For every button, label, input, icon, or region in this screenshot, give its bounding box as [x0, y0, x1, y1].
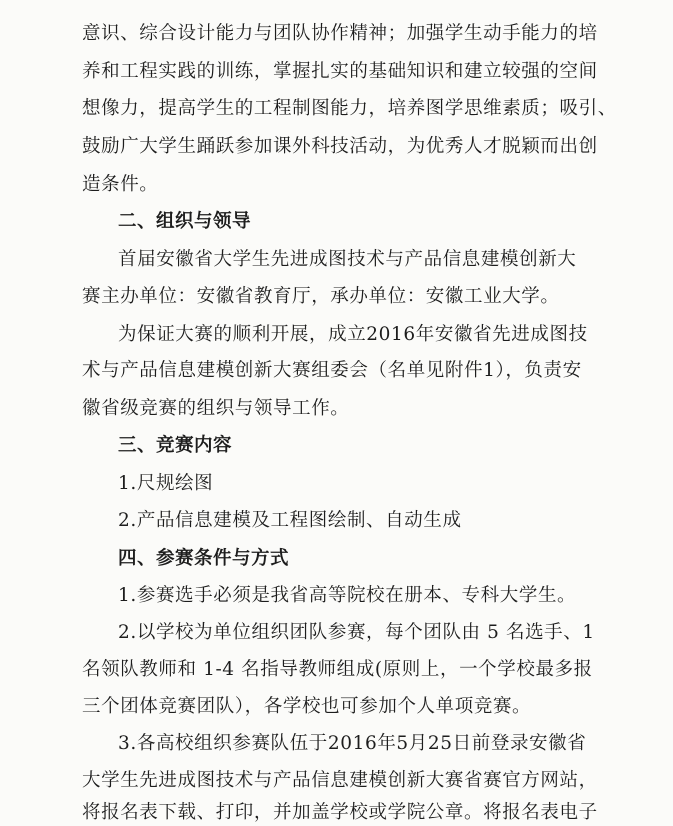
body-line-3: 想像力，提高学生的工程制图能力，培养图学思维素质；吸引、	[82, 98, 617, 119]
body-line-9: 为保证大赛的顺利开展，成立2016年安徽省先进成图技	[118, 324, 588, 345]
body-line-5: 造条件。	[82, 174, 159, 195]
body-line-17: 2.以学校为单位组织团队参赛，每个团队由 5 名选手、1	[118, 622, 595, 643]
list-item-drawing: 1.尺规绘图	[118, 473, 214, 494]
body-line-7: 首届安徽省大学生先进成图技术与产品信息建模创新大	[118, 249, 577, 270]
body-line-1: 意识、综合设计能力与团队协作精神；加强学生动手能力的培	[82, 23, 598, 44]
body-line-20: 3.各高校组织参赛队伍于2016年5月25日前登录安徽省	[118, 733, 587, 754]
section-heading-content: 三、竞赛内容	[118, 435, 233, 456]
body-line-21: 大学生先进成图技术与产品信息建模创新大赛省赛官方网站，	[82, 770, 598, 791]
body-line-18: 名领队教师和 1-4 名指导教师组成(原则上，一个学校最多报	[82, 659, 593, 680]
body-line-22: 将报名表下载、打印，并加盖学校或学院公章。将报名表电子	[82, 802, 598, 823]
section-heading-organization: 二、组织与领导	[118, 211, 252, 232]
body-line-16: 1.参赛选手必须是我省高等院校在册本、专科大学生。	[118, 585, 577, 606]
body-line-4: 鼓励广大学生踊跃参加课外科技活动，为优秀人才脱颖而出创	[82, 136, 598, 157]
list-item-modeling: 2.产品信息建模及工程图绘制、自动生成	[118, 510, 462, 531]
body-line-11: 徽省级竞赛的组织与领导工作。	[82, 398, 350, 419]
body-line-2: 养和工程实践的训练，掌握扎实的基础知识和建立较强的空间	[82, 61, 598, 82]
body-line-19: 三个团体竞赛团队），各学校也可参加个人单项竞赛。	[82, 696, 532, 717]
body-line-8: 赛主办单位：安徽省教育厅，承办单位：安徽工业大学。	[82, 286, 560, 307]
body-line-10: 术与产品信息建模创新大赛组委会（名单见附件1），负责安	[82, 360, 582, 381]
section-heading-conditions: 四、参赛条件与方式	[118, 548, 290, 569]
